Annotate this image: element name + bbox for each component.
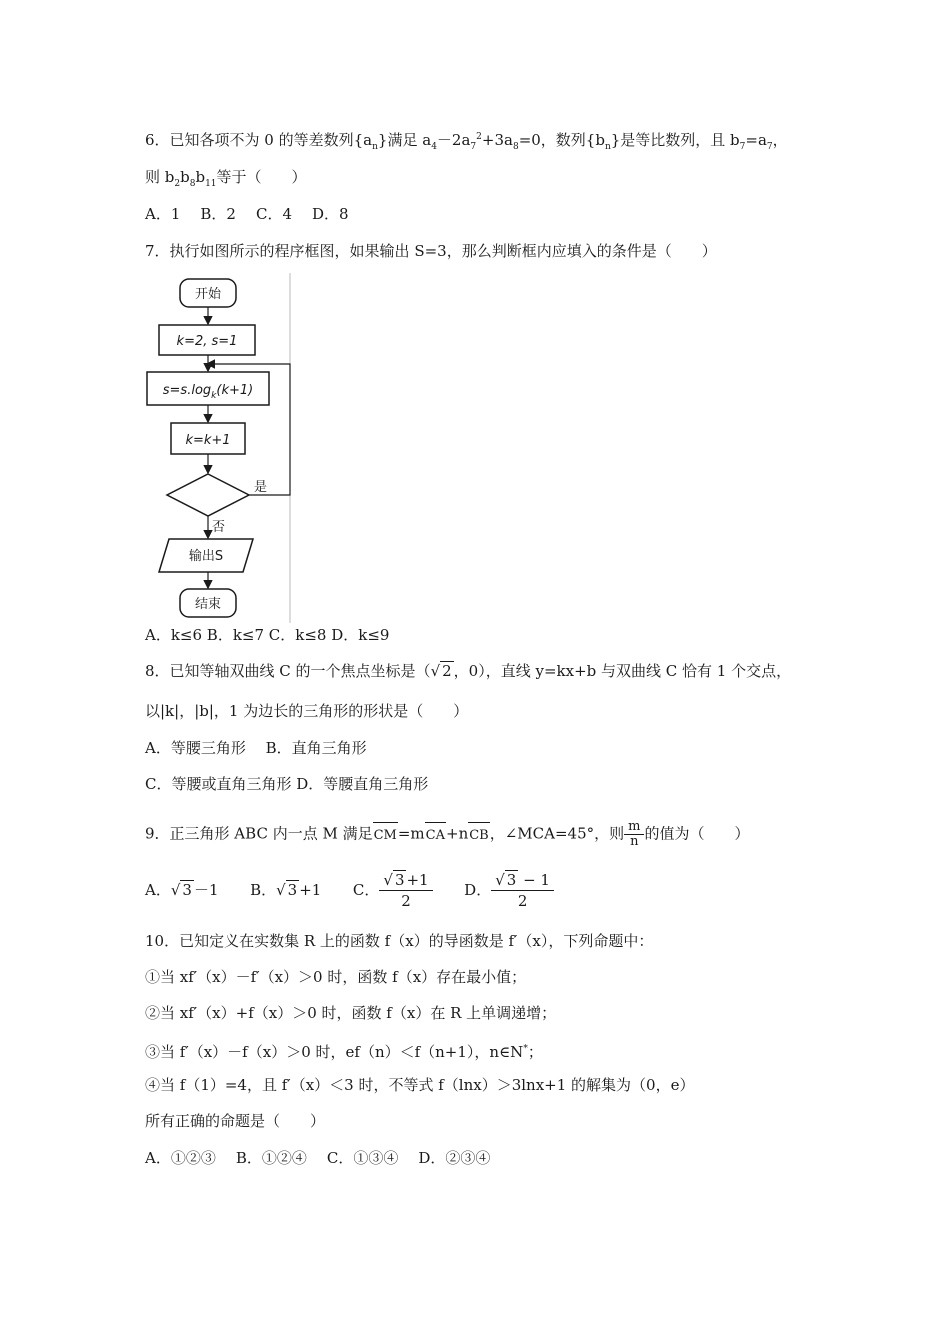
q10-proposition-4: ④当 f（1）=4，且 f′（x）＜3 时，不等式 f（lnx）＞3lnx+1 的解集为（0，e） (145, 1076, 695, 1094)
fraction-m-over-n: $\frac{m}{n}$ (624, 820, 644, 849)
q10-option-c: C．①③④ (326, 1149, 399, 1167)
q10-option-b: B．①②④ (235, 1149, 307, 1167)
q9-stem: 9．正三角形 ABC 内一点 M 满足CM=mCA+nCB，∠MCA=45°，则 $\frac{m}{n}$ 的值为（ ） (145, 819, 750, 849)
q6-option-a: A．1 (145, 205, 181, 223)
q8-stem-line2: 以|k|，|b|，1 为边长的三角形的形状是（ ） (145, 702, 469, 720)
vector-cb: CB (468, 822, 490, 849)
flowchart-calc-label: $s=s.\log_k(k+1)$ (162, 383, 254, 401)
q10-proposition-2: ②当 xf′（x）+f（x）＞0 时，函数 f（x）在 R 上单调递增； (145, 1004, 557, 1022)
q10-ask: 所有正确的命题是（ ） (145, 1112, 326, 1130)
q6-option-c: C．4 (255, 205, 292, 223)
q8-stem-line1: 8．已知等轴双曲线 C 的一个焦点坐标是（√ 2 ，0），直线 y=kx+b 与双曲线 C 恰有 1 个交点， (145, 662, 792, 680)
q8-options-row1: A．等腰三角形 B．直角三角形 (145, 739, 367, 757)
flowchart-start-label: 开始 (194, 287, 222, 302)
vector-ca: CA (425, 822, 446, 849)
flowchart-yes-label: 是 (254, 480, 268, 495)
q6-stem-line2: 则 $b_2b_8b_{11}$等于（ ） (145, 168, 307, 189)
flowchart-decision-diamond (167, 474, 249, 516)
q8-options-row2: C．等腰或直角三角形 D．等腰直角三角形 (145, 775, 429, 793)
q9-option-d: D． $\frac{√ 3 - 1}{2}$ (464, 881, 554, 899)
q9-option-c: C． $\frac{√ 3 +1}{2}$ (353, 881, 433, 899)
sqrt-2: √ 2 (430, 662, 452, 680)
q6-option-b: B．2 (200, 205, 236, 223)
q7-stem: 7．执行如图所示的程序框图，如果输出 S=3，那么判断框内应填入的条件是（ ） (145, 242, 717, 260)
vector-cm: CM (373, 822, 398, 849)
q10-option-a: A．①②③ (145, 1149, 216, 1167)
q10-option-d: D．②③④ (418, 1149, 491, 1167)
flowchart-increment-label: k=k+1 (185, 433, 231, 448)
q9-options (145, 870, 554, 911)
q9-option-a: A．√ 3 －1 (145, 880, 219, 899)
q10-proposition-3: ③当 f′（x）－f（x）＞0 时，ef（n）＜f（n+1），n∈N*； (145, 1043, 543, 1061)
flowchart-output-label: 输出S (188, 549, 224, 564)
q7-flowchart (143, 273, 293, 623)
flowchart-end-label: 结束 (194, 597, 222, 612)
q6-options (145, 203, 369, 225)
q10-options (145, 1147, 510, 1169)
q6-stem-line1: 6．已知各项不为 0 的等差数列$\{a_n\}$满足 $a_4-2a_7^2+3a_8=0$，数列$\{b_n\}$是等比数列，且 $b_7=a_7$， (145, 131, 788, 152)
q10-stem: 10．已知定义在实数集 R 上的函数 f（x）的导函数是 f′（x），下列命题中： (145, 932, 654, 950)
q6-option-d: D．8 (312, 205, 349, 223)
flowchart-init-label: k=2, s=1 (176, 334, 238, 349)
q9-option-b: B．√ 3 +1 (250, 880, 322, 899)
q10-proposition-1: ①当 xf′（x）－f′（x）＞0 时，函数 f（x）存在最小值； (145, 968, 527, 986)
q7-options: A．k≤6 B．k≤7 C．k≤8 D．k≤9 (145, 626, 390, 644)
flowchart-no-label: 否 (212, 520, 226, 535)
